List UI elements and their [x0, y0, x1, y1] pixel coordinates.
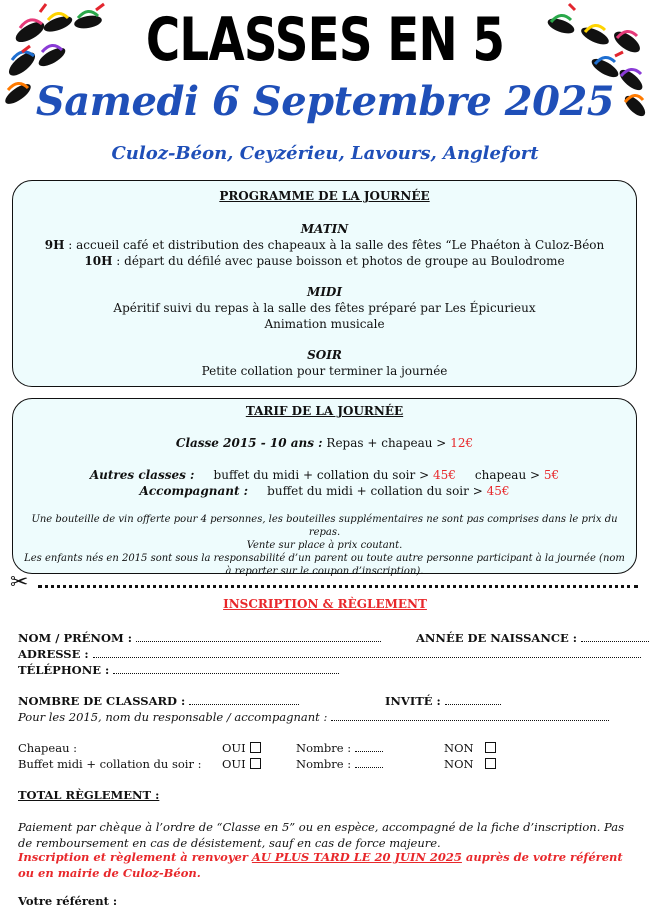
- dotted-divider: [38, 585, 638, 588]
- tarif-accompagnant: Accompagnant : buffet du midi + collation du soir > 45€: [139, 484, 510, 498]
- towns-list: Culoz-Béon, Ceyzérieu, Lavours, Anglefort: [111, 143, 539, 164]
- renvoi-text: Inscription et règlement à renvoyer AU PLUS TARD LE 20 JUIN 2025 auprès de votre référent ou en mairie de Culoz-Béon.: [18, 850, 623, 880]
- tarif-notes: Une bouteille de vin offerte pour 4 personnes, les bouteilles supplémentaires ne sont pas comprises dans le prix du repas. Vente sur place à prix coutant. Les enfants nés en 2015 sont sous la responsabilité d’un parent ou toute autre personne participant à la journée (nom à reporter sur le coupon d’inscription).: [24, 514, 625, 577]
- paiement-text: Paiement par chèque à l’ordre de “Classe en 5” ou en espèce, accompagné de la fiche d’inscription. Pas de remboursement en cas de désistement, sauf en cas de force majeure.: [18, 820, 625, 850]
- cut-line: [10, 570, 638, 596]
- chapeau-nombre-field[interactable]: Nombre :: [296, 740, 383, 756]
- scissors-icon: ✂: [10, 570, 29, 595]
- nom-field[interactable]: NOM / PRÉNOM :: [18, 630, 381, 646]
- tarif-classe-2015: Classe 2015 - 10 ans : Repas + chapeau > 12€: [175, 436, 474, 450]
- page-title: CLASSES EN 5: [145, 5, 505, 75]
- chapeau-label: Chapeau :: [18, 741, 78, 755]
- responsable-field[interactable]: Pour les 2015, nom du responsable / accompagnant :: [18, 709, 609, 725]
- event-date: Samedi 6 Septembre 2025: [35, 78, 615, 125]
- buffet-non-checkbox[interactable]: NON: [444, 756, 496, 772]
- chapeau-non-checkbox[interactable]: NON: [444, 740, 496, 756]
- tarif-title: TARIF DE LA JOURNÉE: [245, 404, 404, 418]
- invite-field[interactable]: INVITÉ :: [385, 693, 501, 709]
- tarif-box: [12, 398, 637, 577]
- annee-field[interactable]: ANNÉE DE NAISSANCE :: [416, 630, 650, 646]
- adresse-field[interactable]: ADRESSE :: [18, 646, 641, 662]
- programme-box: [12, 180, 637, 387]
- classard-field[interactable]: NOMBRE DE CLASSARD :: [18, 693, 299, 709]
- chapeau-oui-checkbox[interactable]: OUI: [222, 740, 261, 756]
- telephone-field[interactable]: TÉLÉPHONE :: [18, 662, 339, 678]
- buffet-nombre-field[interactable]: Nombre :: [296, 756, 383, 772]
- programme-title: PROGRAMME DE LA JOURNÉE: [219, 189, 430, 203]
- matin-line-2: 10H : départ du défilé avec pause boisson et photos de groupe au Boulodrome: [84, 254, 565, 268]
- midi-line-1: Apéritif suivi du repas à la salle des fêtes préparé par Les Épicurieux: [113, 301, 536, 315]
- referent-field[interactable]: Votre référent :: [18, 894, 118, 908]
- midi-label: MIDI: [307, 285, 342, 299]
- inscription-form: [18, 630, 638, 810]
- matin-line-1: 9H : accueil café et distribution des chapeaux à la salle des fêtes “Le Phaéton à Culoz-Béon: [44, 238, 605, 252]
- tarif-autres-classes: Autres classes : buffet du midi + collation du soir > 45€ chapeau > 5€: [89, 468, 560, 482]
- soir-label: SOIR: [307, 348, 342, 362]
- total-reglement-label: TOTAL RÈGLEMENT :: [18, 788, 160, 802]
- matin-label: MATIN: [300, 222, 349, 236]
- buffet-label: Buffet midi + collation du soir :: [18, 757, 202, 771]
- soir-line: Petite collation pour terminer la journée: [201, 364, 448, 378]
- midi-line-2: Animation musicale: [264, 317, 385, 331]
- buffet-oui-checkbox[interactable]: OUI: [222, 756, 261, 772]
- inscription-title: INSCRIPTION & RÈGLEMENT: [223, 597, 427, 611]
